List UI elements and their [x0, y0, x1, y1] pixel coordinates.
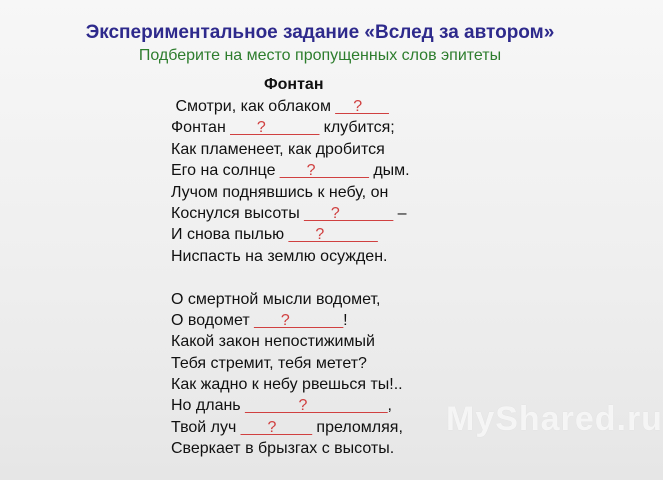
poem-line: Его на солнце ___?______ дым.: [171, 162, 410, 180]
stanza-gap: [171, 267, 511, 288]
poem-line: Лучом поднявшись к небу, он: [171, 183, 389, 201]
missing-word-blank: ___?______: [254, 311, 344, 329]
missing-word-blank: ___?______: [304, 204, 394, 222]
poem-line: И снова пылью ___?______: [171, 226, 378, 244]
poem-line: Как пламенеет, как дробится: [171, 140, 385, 158]
poem-line: Смотри, как облаком __?___: [171, 98, 389, 115]
missing-word-blank: ___?____: [240, 418, 312, 436]
poem-line: О смертной мысли водомет,: [171, 290, 381, 308]
slide-title: Экспериментальное задание «Вслед за автором»: [85, 22, 555, 43]
missing-word-blank: __?___: [335, 98, 389, 115]
missing-word-blank: ___?______: [230, 119, 320, 137]
missing-word-blank: ______?_________: [245, 397, 388, 415]
poem-line: Тебя стремит, тебя метет?: [171, 354, 367, 372]
watermark-logo: MyShared.ru: [446, 400, 663, 438]
poem-line: Как жадно к небу рвешься ты!..: [171, 376, 403, 394]
missing-word-blank: ___?______: [279, 162, 369, 180]
poem-line: Какой закон непостижимый: [171, 333, 375, 351]
poem-line: Ниспасть на землю осужден.: [171, 247, 388, 265]
poem-line: Фонтан ___?______ клубится;: [171, 119, 395, 137]
poem-line: О водомет ___?______!: [171, 311, 348, 329]
poem-line: Коснулся высоты ___?______ –: [171, 204, 407, 222]
poem-title: Фонтан: [264, 76, 324, 93]
poem-line: Но длань ______?_________,: [171, 397, 392, 415]
slide-subtitle: Подберите на место пропущенных слов эпитеты: [138, 47, 502, 64]
poem-line: Твой луч ___?____ преломляя,: [171, 418, 403, 436]
poem-line: Сверкает в брызгах с высоты.: [171, 440, 395, 458]
missing-word-blank: ___?______: [288, 226, 378, 244]
